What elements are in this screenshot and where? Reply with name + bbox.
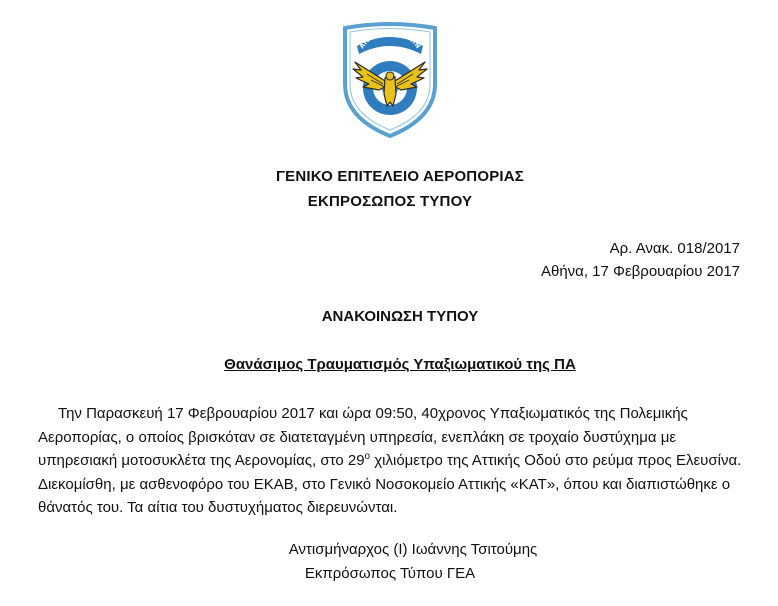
svg-text:ΑΙΕΝ ΥΨΙΚΡΑΤΕΙΝ: ΑΙΕΝ ΥΨΙΚΡΑΤΕΙΝ [358, 28, 422, 51]
organization-office: ΕΚΠΡΟΣΩΠΟΣ ΤΥΠΟΥ [307, 193, 473, 210]
ordinal-superscript: ο [364, 451, 371, 462]
document-heading: ΑΝΑΚΟΙΝΩΣΗ ΤΥΠΟΥ [321, 308, 479, 325]
shield-eagle-icon [341, 22, 439, 140]
signatory-title: Εκπρόσωπος Τύπου ΓΕΑ [304, 565, 476, 582]
body-text-part1: Την Παρασκευή 17 Φεβρουαρίου 2017 και ώρα 09:50, 40χρονος Υπαξιωματικός της Πολεμικής Αεροπορίας, ο οποίος βρισκόταν σε διατεταγμένη υπηρεσία, ενεπλάκη σε τροχαίο δυστύχημα με υπηρεσιακή μοτοσυκλέτα της Αερονομίας, στο 29 [38, 405, 688, 469]
body-text-part2: χιλιόμετρο της Αττικής Οδού στο ρεύμα προς Ελευσίνα. Διεκομίσθη, με ασθενοφόρο του ΕΚΑΒ, στο Γενικό Νοσοκομείο Αττικής «ΚΑΤ», όπου και διαπιστώθηκε ο θάνατός του. Τα αίτια του δυστυχήματος διερευνώνται. [38, 452, 742, 516]
organization-name: ΓΕΝΙΚΟ ΕΠΙΤΕΛΕΙΟ ΑΕΡΟΠΟΡΙΑΣ [275, 168, 525, 185]
announcement-number: Αρ. Ανακ. 018/2017 [609, 240, 740, 257]
document-subject: Θανάσιμος Τραυματισμός Υπαξιωματικού της ΠΑ [224, 356, 576, 373]
hellenic-air-force-emblem [341, 22, 439, 140]
signatory-name: Αντισμήναρχος (Ι) Ιωάννης Τσιτούμης [288, 541, 538, 558]
announcement-body [38, 402, 750, 520]
place-and-date: Αθήνα, 17 Φεβρουαρίου 2017 [540, 263, 740, 280]
body-paragraph [38, 402, 750, 520]
